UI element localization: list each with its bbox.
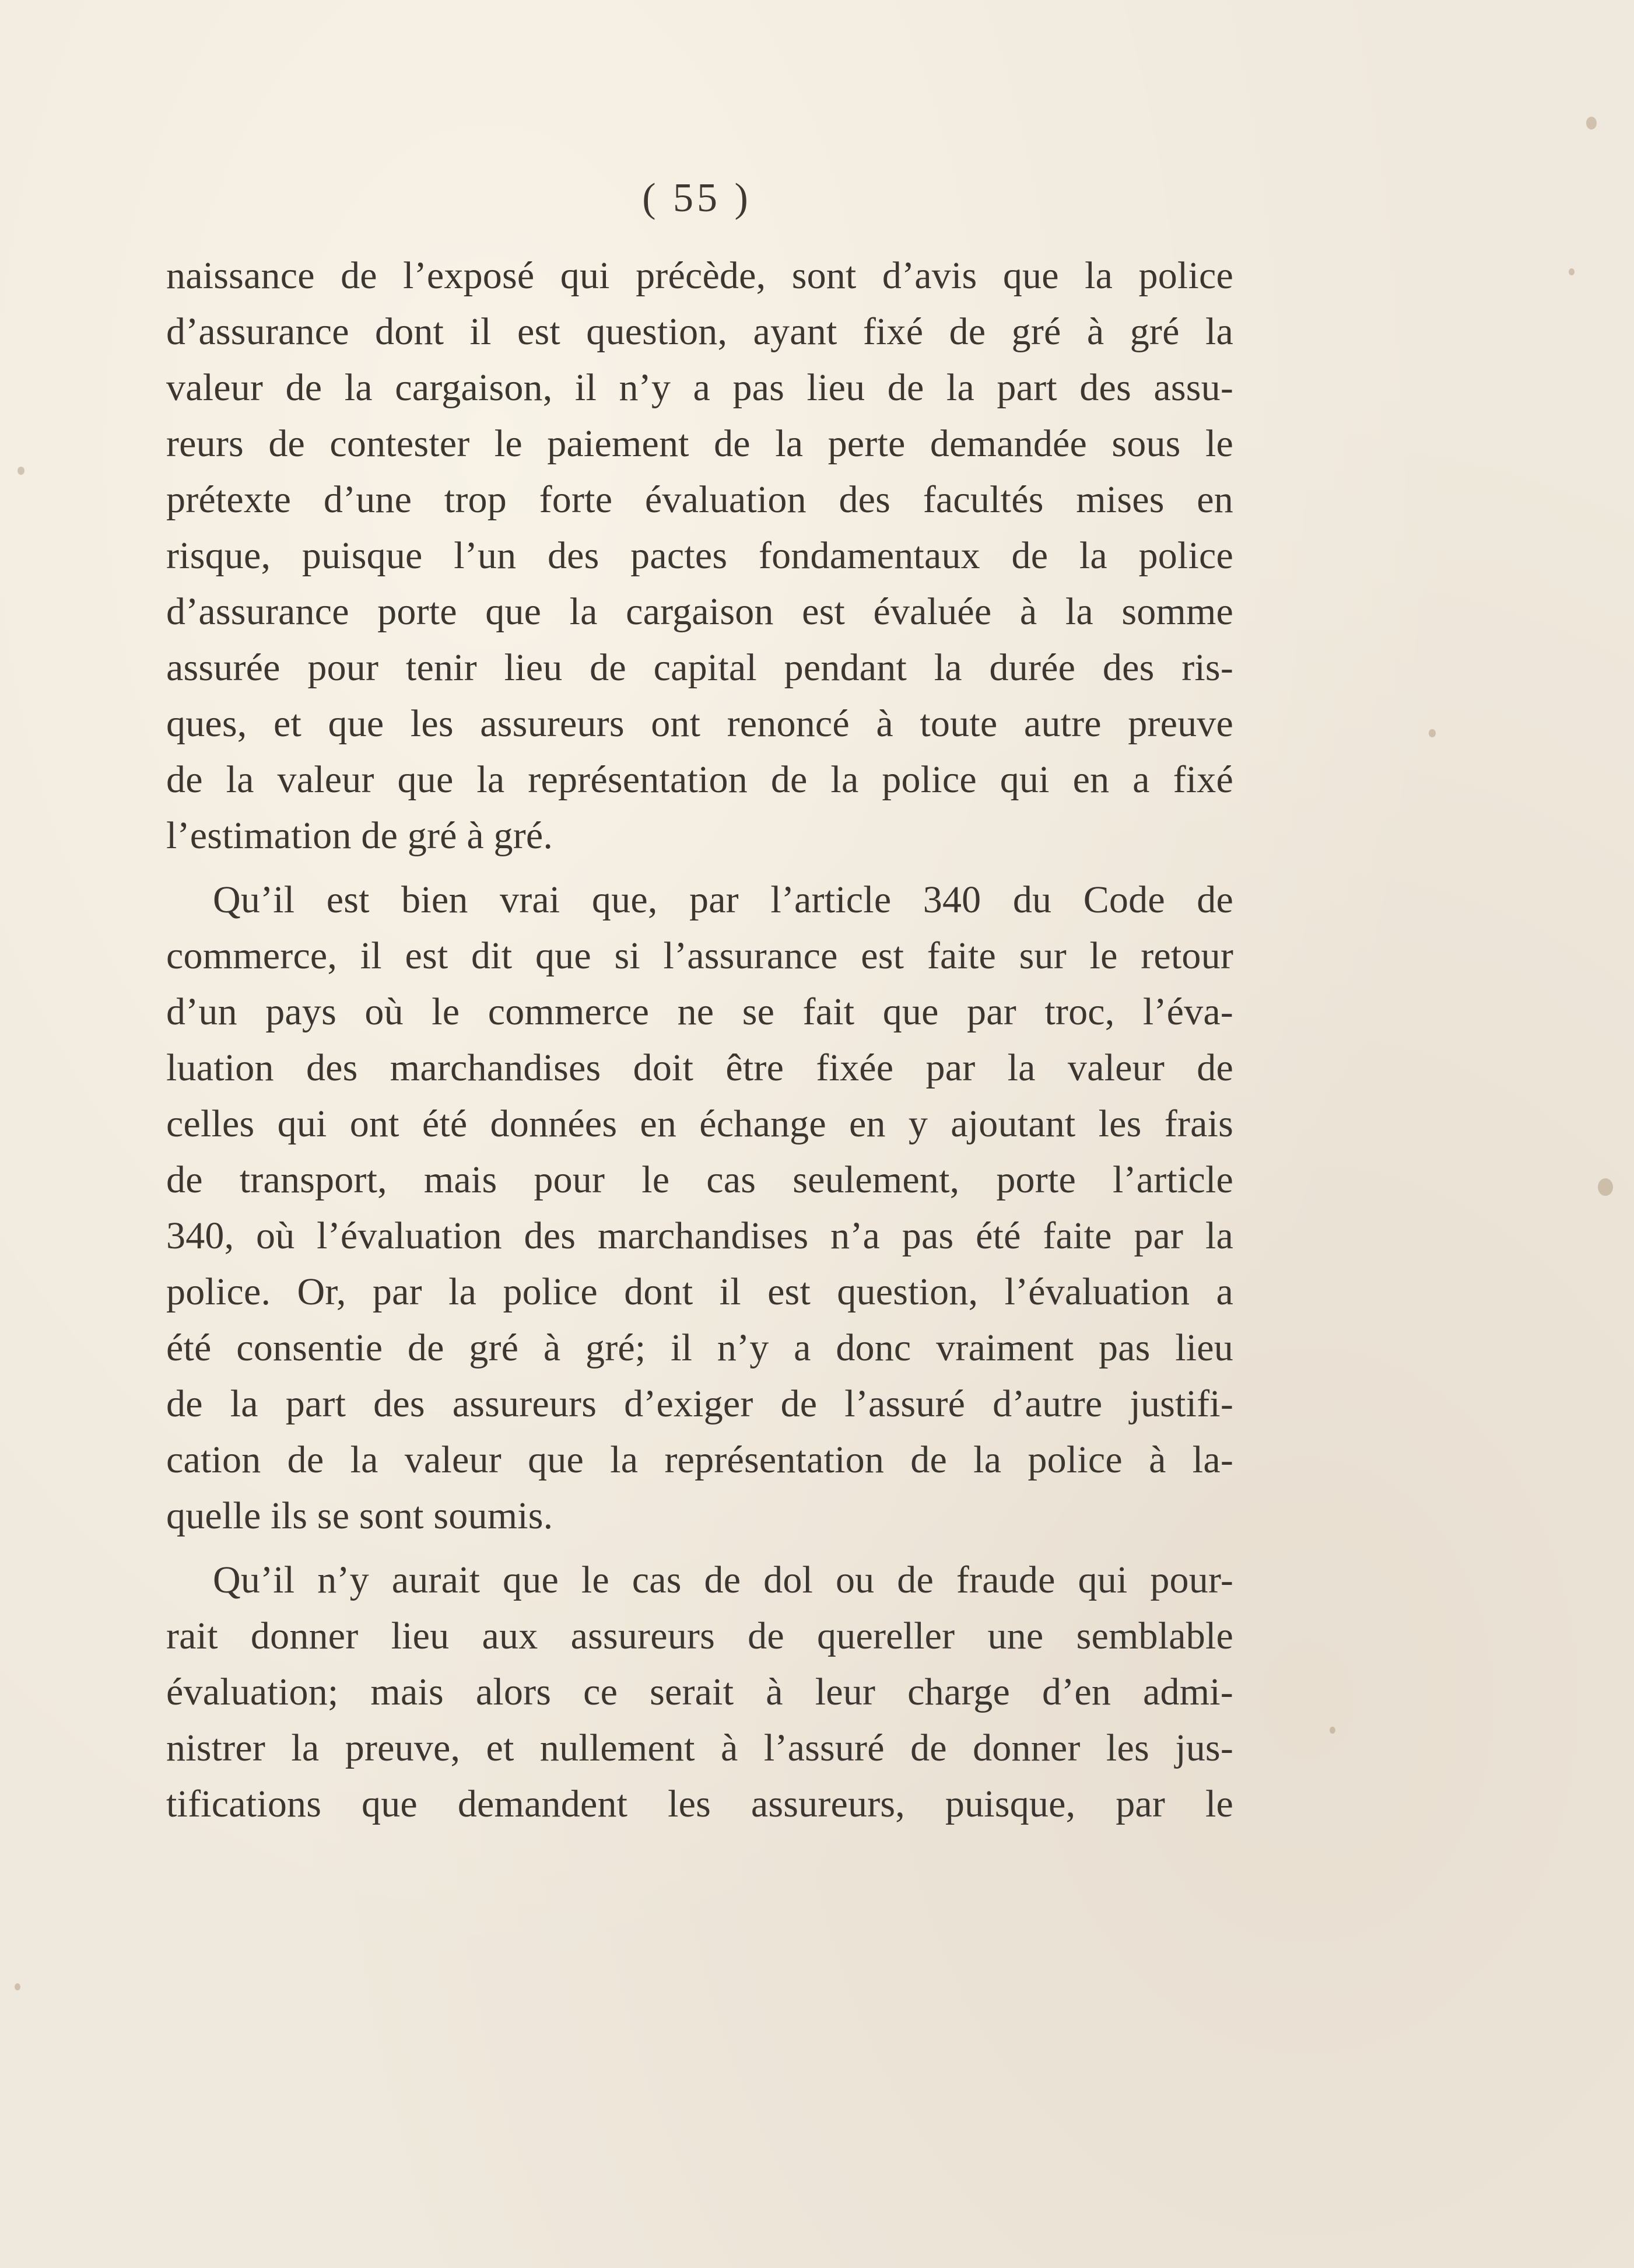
text-line: assurée pour tenir lieu de capital pendant la durée des ris- xyxy=(166,646,1233,689)
paper-spot xyxy=(1429,729,1436,737)
text-line: de la valeur que la représentation de la police qui en a fixé xyxy=(166,758,1233,801)
text-line: 340, où l’évaluation des marchandises n’a pas été faite par la xyxy=(166,1214,1233,1257)
text-line: d’assurance dont il est question, ayant fixé de gré à gré la xyxy=(166,310,1233,353)
text-line: cation de la valeur que la représentation de la police à la- xyxy=(166,1438,1233,1481)
paper-spot xyxy=(15,1983,20,1990)
paper-spot xyxy=(1569,268,1575,275)
text-line: rait donner lieu aux assureurs de quereller une semblable xyxy=(166,1615,1233,1657)
text-line: commerce, il est dit que si l’assurance est faite sur le retour xyxy=(166,935,1233,977)
text-line: d’assurance porte que la cargaison est évaluée à la somme xyxy=(166,590,1233,633)
text-line: valeur de la cargaison, il n’y a pas lieu de la part des assu- xyxy=(166,366,1233,409)
text-line: prétexte d’une trop forte évaluation des facultés mises en xyxy=(166,478,1233,521)
text-line: Qu’il est bien vrai que, par l’article 340 du Code de xyxy=(213,878,1233,921)
paper-spot xyxy=(17,467,24,475)
text-line: Qu’il n’y aurait que le cas de dol ou de fraude qui pour- xyxy=(213,1559,1233,1601)
text-line: naissance de l’exposé qui précède, sont d’avis que la police xyxy=(166,254,1233,297)
paper-spot xyxy=(1586,117,1597,130)
text-line: tifications que demandent les assureurs, puisque, par le xyxy=(166,1783,1233,1825)
text-line: ques, et que les assureurs ont renoncé à toute autre preuve xyxy=(166,702,1233,745)
paragraph-3 xyxy=(166,1552,1233,1832)
text-line: luation des marchandises doit être fixée par la valeur de xyxy=(166,1046,1233,1089)
text-line: l’estimation de gré à gré. xyxy=(166,814,553,857)
paragraph-2 xyxy=(166,872,1233,1544)
text-line: de la part des assureurs d’exiger de l’assuré d’autre justifi- xyxy=(166,1382,1233,1425)
paragraph-1 xyxy=(166,248,1233,864)
text-line: évaluation; mais alors ce serait à leur charge d’en admi- xyxy=(166,1671,1233,1713)
text-line: de transport, mais pour le cas seulement, porte l’article xyxy=(166,1158,1233,1201)
body-text xyxy=(166,248,1233,1832)
paragraph-gap xyxy=(166,864,1233,872)
paper-spot xyxy=(1330,1727,1335,1734)
text-line: d’un pays où le commerce ne se fait que par troc, l’éva- xyxy=(166,991,1233,1033)
text-line: risque, puisque l’un des pactes fondamentaux de la police xyxy=(166,534,1233,577)
text-line: nistrer la preuve, et nullement à l’assuré de donner les jus- xyxy=(166,1727,1233,1769)
text-line: celles qui ont été données en échange en y ajoutant les frais xyxy=(166,1102,1233,1145)
text-line: police. Or, par la police dont il est question, l’évaluation a xyxy=(166,1270,1233,1313)
text-line: reurs de contester le paiement de la perte demandée sous le xyxy=(166,422,1233,465)
paragraph-gap xyxy=(166,1544,1233,1552)
text-line: quelle ils se sont soumis. xyxy=(166,1494,553,1537)
paper-spot xyxy=(1598,1178,1613,1196)
page-number: ( 55 ) xyxy=(642,176,752,220)
text-line: été consentie de gré à gré; il n’y a donc vraiment pas lieu xyxy=(166,1326,1233,1369)
